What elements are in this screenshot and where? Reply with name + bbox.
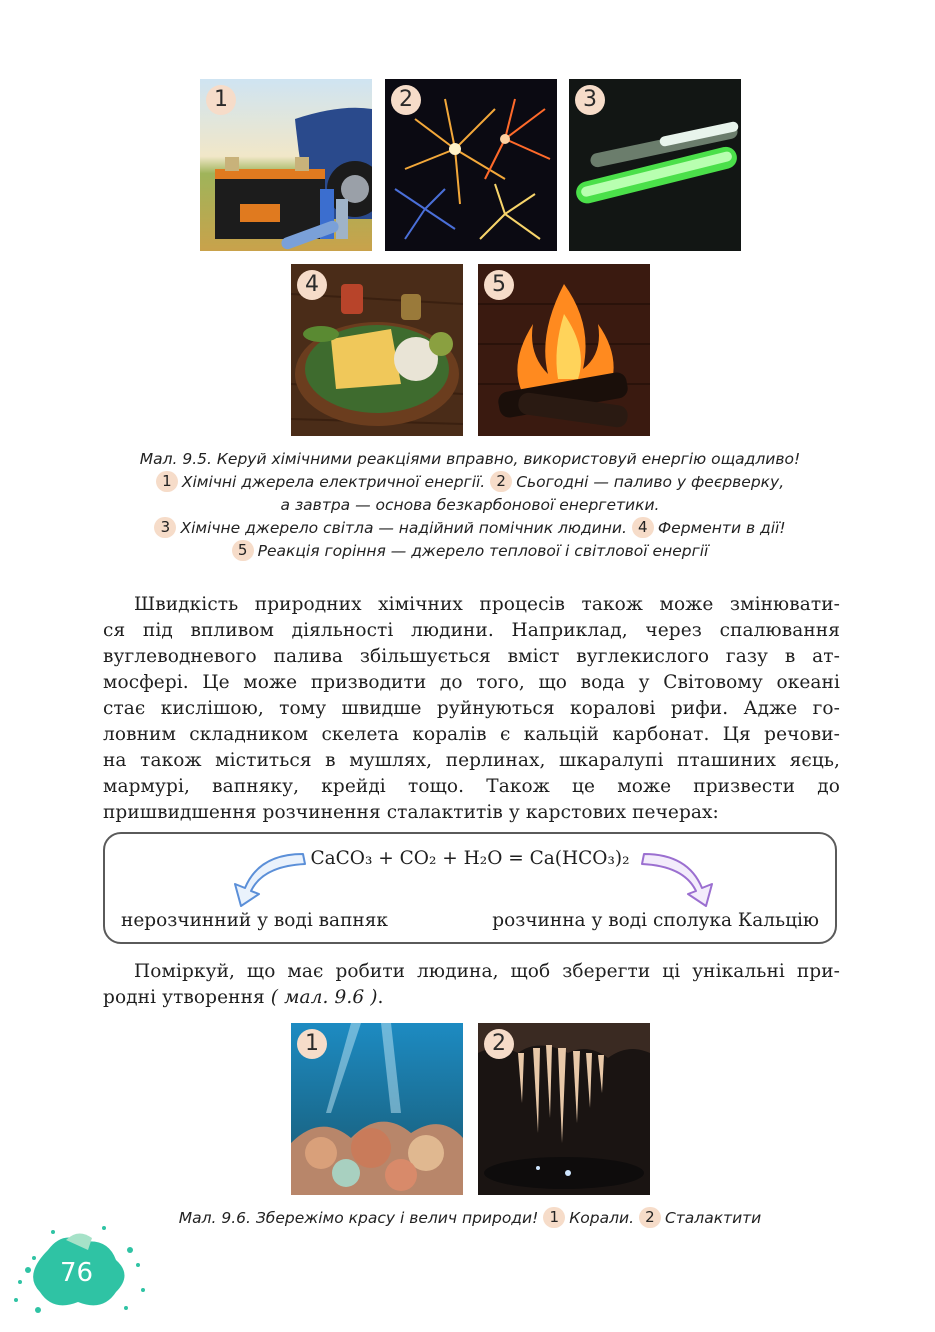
soluble-label: розчинна у воді сполука Кальцію bbox=[492, 910, 819, 931]
figure-reference: ( мал. 9.6 ) bbox=[270, 987, 378, 1008]
figure-9-5-caption bbox=[100, 448, 840, 563]
caption-item: Сьогодні — паливо у феєрверку, bbox=[516, 473, 785, 491]
text-fragment: . bbox=[377, 987, 384, 1008]
text-line: ловним складником скелета коралів є кальцій карбонат. Ця речови- bbox=[103, 724, 840, 745]
photo-fireplace bbox=[478, 264, 650, 436]
caption-title: Мал. 9.5. Керуй хімічними реакціями вправно, використовуй енергію ощадливо! bbox=[139, 450, 801, 468]
photo-fireworks bbox=[385, 79, 557, 251]
photo-glow-sticks bbox=[569, 79, 741, 251]
equation-box bbox=[103, 832, 837, 944]
caption-number: 2 bbox=[639, 1207, 661, 1228]
photo-stalactites bbox=[478, 1023, 650, 1195]
caption-item: а завтра — основа безкарбонової енергетики. bbox=[280, 496, 660, 514]
curved-arrow-left-icon bbox=[229, 848, 309, 910]
photo-coral-reef bbox=[291, 1023, 463, 1195]
caption-item: Корали. bbox=[569, 1209, 634, 1227]
figure-badge: 1 bbox=[297, 1029, 327, 1059]
figure-badge: 2 bbox=[484, 1029, 514, 1059]
caption-line bbox=[100, 540, 840, 563]
caption-line bbox=[100, 471, 840, 494]
caption-item: Хімічні джерела електричної енергії. bbox=[181, 473, 486, 491]
paragraph-question bbox=[103, 959, 840, 1011]
caption-number: 1 bbox=[543, 1207, 565, 1228]
text-line: пришвидшення розчинення сталактитів у карстових печерах: bbox=[103, 802, 719, 823]
caption-item: Сталактити bbox=[664, 1209, 762, 1227]
paragraph-body bbox=[103, 592, 840, 826]
caption-title: Мал. 9.6. Збережімо красу і велич природи! bbox=[178, 1209, 539, 1227]
caption-item: Хімічне джерело світла — надійний помічник людини. bbox=[180, 519, 627, 537]
photo-fermented-food bbox=[291, 264, 463, 436]
figure-badge: 3 bbox=[575, 85, 605, 115]
text-line bbox=[103, 985, 840, 1011]
chemical-equation: CaCO₃ + CO₂ + H₂O = Ca(HCO₃)₂ bbox=[310, 848, 630, 869]
curved-arrow-right-icon bbox=[638, 848, 718, 910]
figure-badge: 4 bbox=[297, 270, 327, 300]
text-line: мармурі, вапняку, крейді тощо. Також це може призвести до bbox=[103, 776, 840, 797]
caption-number: 3 bbox=[154, 517, 176, 538]
figure-badge: 1 bbox=[206, 85, 236, 115]
figure-badge: 5 bbox=[484, 270, 514, 300]
photo-batteries-car bbox=[200, 79, 372, 251]
caption-number: 4 bbox=[632, 517, 654, 538]
page-number: 76 bbox=[60, 1258, 94, 1288]
text-line: на також міститься в мушлях, перлинах, шкаралупі пташиних яєць, bbox=[103, 750, 840, 771]
text-line: мосфері. Це може призводити до того, що вода у Світовому океані bbox=[103, 672, 840, 693]
text-line: вуглеводневого палива збільшується вміст вуглекислого газу в ат- bbox=[103, 646, 840, 667]
caption-number: 5 bbox=[232, 540, 254, 561]
caption-item: Ферменти в дії! bbox=[657, 519, 786, 537]
figure-9-6-caption bbox=[100, 1207, 840, 1230]
caption-line bbox=[100, 517, 840, 540]
caption-number: 1 bbox=[156, 471, 178, 492]
text-line: стає кислішою, тому швидше руйнуються коралові рифи. Адже го- bbox=[103, 698, 840, 719]
caption-line bbox=[100, 494, 840, 517]
insoluble-label: нерозчинний у воді вапняк bbox=[121, 910, 388, 931]
text-fragment: родні утворення bbox=[103, 987, 271, 1008]
caption-item: Реакція горіння — джерело теплової і світлової енергії bbox=[257, 542, 709, 560]
text-line: Швидкість природних хімічних процесів також може змінювати- bbox=[134, 594, 840, 615]
text-line: Поміркуй, що має робити людина, щоб зберегти ці унікальні при- bbox=[134, 961, 840, 982]
caption-number: 2 bbox=[490, 471, 512, 492]
figure-badge: 2 bbox=[391, 85, 421, 115]
text-line: ся під впливом діяльності людини. Наприклад, через спалювання bbox=[103, 620, 840, 641]
